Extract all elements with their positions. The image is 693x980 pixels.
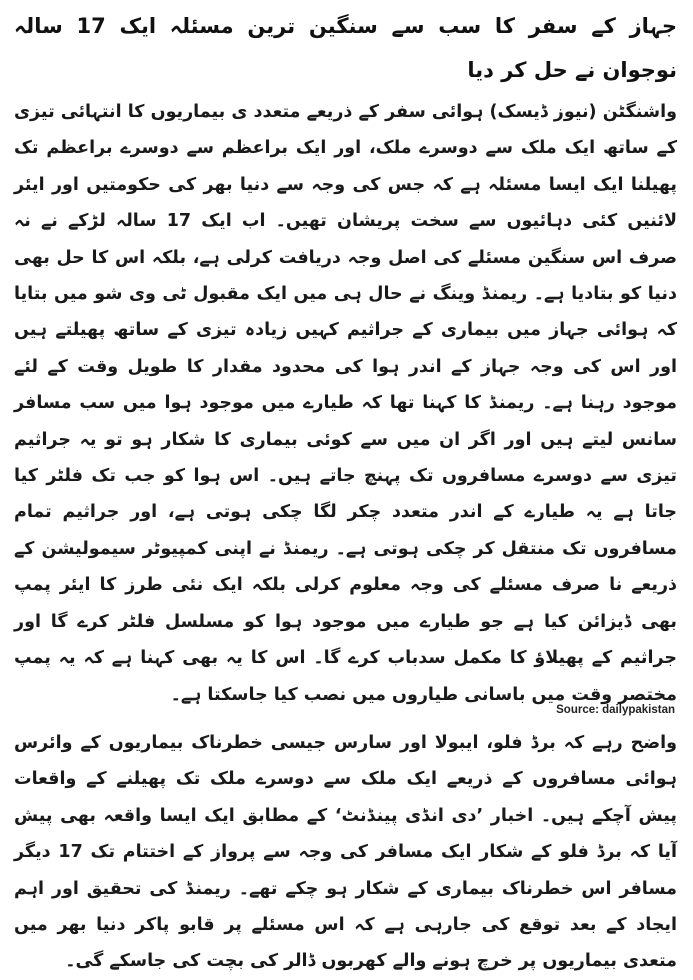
article-paragraph-1: واشنگٹن (نیوز ڈیسک) ہوائی سفر کے ذریعے متعدد ی بیماریوں کا انتہائی تیزی کے ساتھ ایک ملک سے دوسرے ملک، اور ایک براعظم سے دوسرے براعظم تک پھیلنا ایک ایسا مسئلہ ہے کہ جس کی وجہ سے دنیا بھر کی حکومتیں اور ایئر لائنیں کئی دہائیوں سے سخت پریشان تھیں۔ اب ایک 17 سالہ لڑکے نے نہ صرف اس سنگین مسئلے کی اصل وجہ دریافت کرلی ہے، بلکہ اس کا حل بھی دنیا کو بتادیا ہے۔ ریمنڈ وینگ نے حال ہی میں ایک مقبول ٹی وی شو میں بتایا کہ ہوائی جہاز میں بیماری کے جراثیم کہیں زیادہ تیزی کے ساتھ پھیلتے ہیں اور اس کی وجہ جہاز کے اندر ہوا کی محدود مقدار کا طویل وقت کے لئے موجود رہنا ہے۔ ریمنڈ کا کہنا تھا کہ طیارے میں موجود ہوا میں سب مسافر سانس لیتے ہیں اور اگر ان میں سے کوئی بیماری کا شکار ہو تو یہ جراثیم تیزی سے دوسرے مسافروں تک پہنچ جاتے ہیں۔ اس ہوا کو جب تک فلٹر کیا جاتا ہے یہ طیارے کے اندر متعدد چکر لگا چکی ہوتی ہے، اور جراثیم تمام مسافروں تک منتقل کر چکی ہوتی ہے۔ ریمنڈ نے اپنی کمپیوٹر سیمولیشن کے ذریعے نا صرف مسئلے کی وجہ معلوم کرلی بلکہ ایک نئی طرز کا ایئر پمپ بھی ڈیزائن کیا ہے جو طیارے میں موجود ہوا کو مسلسل فلٹر کرے گا اور جراثیم کے پھیلاؤ کا مکمل سدباب کرے گا۔ اس کا یہ بھی کہنا ہے کہ یہ پمپ مختصر وقت میں باسانی طیاروں میں نصب کیا جاسکتا ہے۔ [14,102,678,705]
article-body [14,4,677,980]
article-headline: جہاز کے سفر کا سب سے سنگین ترین مسئلہ ایک 17 سالہ نوجوان نے حل کر دیا [14,14,677,82]
source-credit: Source: dailypakistan [556,704,675,716]
article-paragraph-2: واضح رہے کہ برڈ فلو، ایبولا اور سارس جیسی خطرناک بیماریوں کے وائرس ہوائی مسافروں کے ذریعے ایک ملک سے دوسرے ملک تک پھیلنے کے واقعات پیش آچکے ہیں۔ اخبار ’دی انڈی پینڈنٹ‘ کے مطابق ایک ایسا واقعہ بھی پیش آیا کہ برڈ فلو کے شکار ایک مسافر کی وجہ سے پرواز کے اختتام تک 17 دیگر مسافر اس خطرناک بیماری کے شکار ہو چکے تھے۔ ریمنڈ کی تحقیق اور اہم ایجاد کے بعد توقع کی جارہی ہے کہ اس مسئلے پر قابو پاکر دنیا بھر میں متعدی بیماریوں پر خرچ ہونے والے کھربوں ڈالر کی بچت کی جاسکے گی۔ [14,732,677,972]
